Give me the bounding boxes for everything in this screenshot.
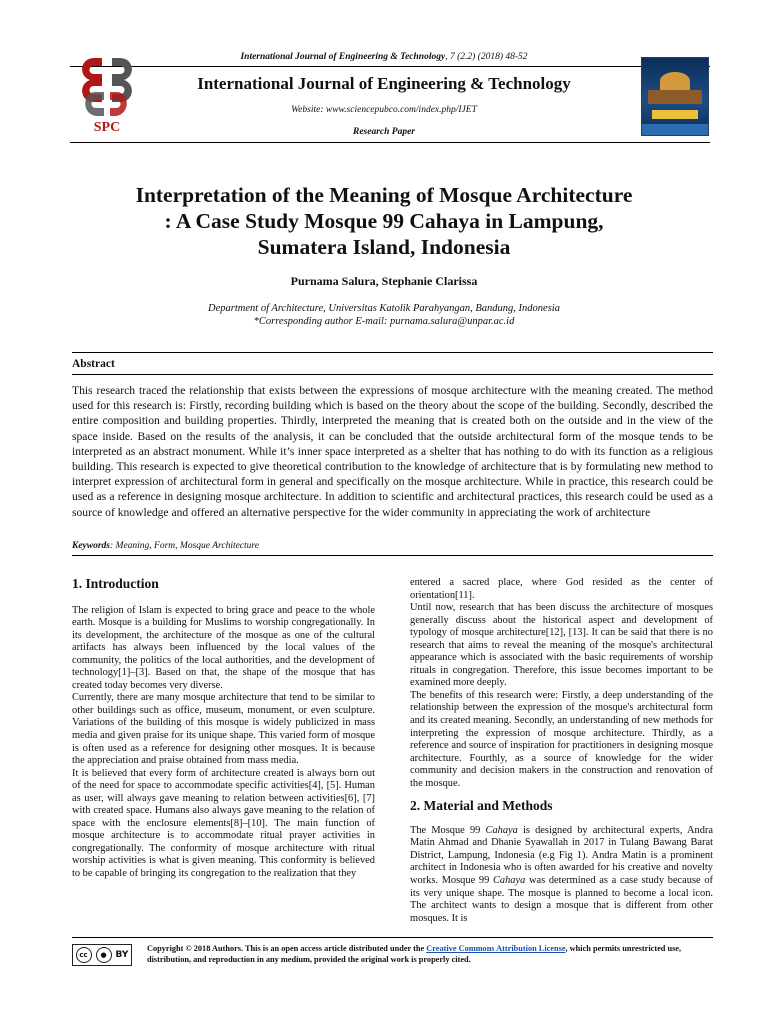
left-column [72, 578, 375, 881]
title-line-3: Sumatera Island, Indonesia [257, 235, 511, 259]
citation-detail: , 7 (2.2) (2018) 48-52 [445, 52, 528, 62]
title-line-2: : A Case Study Mosque 99 Cahaya in Lampung, [164, 209, 604, 233]
intro-paragraph-3: It is believed that every form of architecture created is always born out of the need for space to accommodate specific activities[4], [5]. Human as user, will always gave meaning to relation between activities[6], [7] with created space. Humans also always gave meaning to the relation of space with the enclosure elements[8]–[10]. The main function of mosque architecture is to accommodate ritual prayer activities in congregationally. The conformity of mosque architecture with ritual worship activities is what is given meaning. This conformity is believed to be capable of bringing its congregation to the realization that they [72, 767, 375, 880]
right-column [410, 577, 713, 925]
article-title [60, 182, 708, 260]
footer-divider [72, 937, 713, 938]
abstract-divider-bottom [72, 555, 713, 556]
abstract-text: This research traced the relationship that exists between the expressions of mosque architecture with the meaning created. The method used for this research is: Firstly, recording building which is based on the theory about the scope of the building. Secondly, described the entire composition and building properties. Thirdly, interpreted the meaning that is created both on the outside and in the view of the space inside. Based on the results of the analysis, it can be concluded that the outside architectural form of the mosque tends to be interpreted as an abstract monument. While it’s inner space interpreted as a shelter that has nothing to do with its function as a religious building. This research is expected to give theoretical contribution to the knowledge of architecture that is by formulating new method to interpret expression of architectural form in general and specifically on the mosque architecture. While in practice, this research could be used as a reference in designing mosque architecture. In addition to scientific and architectural practices, this research could be used as a source of knowledge and offered an alternative perspective for the wider community in appreciating the work of architecture [72, 384, 713, 519]
section-2-heading: 2. Material and Methods [410, 798, 553, 814]
affiliation-block [0, 302, 768, 328]
journal-website: Website: www.sciencepubco.com/index.php/IJET [291, 105, 477, 115]
methods-paragraph-1: The Mosque 99 Cahaya is designed by architectural experts, Andra Matin Ahmad and Dhanie Syawallah in 2017 in Tulang Bawang Barat District, Lampung, Indonesia (e.g Fig 1). Andra Matin is a prominent architect in Indonesia who is often awarded for his creative and novelty works. Mosque 99 Cahaya was determined as a case study because of its very unique shape. The mosque is planned to become a local icon. The architect wants to design a mosque that is different from other mosques. It is [410, 824, 713, 924]
intro-paragraph-2: Currently, there are many mosque architecture that tend to be similar to other buildings such as office, museum, monument, or even sculpture. Variations of the building of this mosque is widely publicized in mass media and given praise for its unique shape. This varied form of mosque is often used as a reference for designing other mosques. It is because the appreciation and praise obtained from mass media. [72, 692, 375, 767]
header-divider-top [70, 66, 710, 67]
intro-paragraph-6: The benefits of this research were: Firstly, a deep understanding of the relationship between the expression of the mosque's architectural form and its created meaning. Secondly, an understanding of new methods for interpreting the expression of mosque architecture. Thirdly, as a reference and source of inspiration for practitioners in designing mosque architecture. Fourthly, as a source of knowledge for the wider community and decision makers in the construction and renovation of the mosque. [410, 689, 713, 789]
keywords [72, 541, 259, 551]
journal-cover-image [641, 57, 709, 136]
cc-by-license-icon[interactable] [72, 944, 132, 966]
journal-name: International Journal of Engineering & Technology [197, 74, 571, 93]
attribution-person-icon: ● [96, 947, 112, 963]
section-1-heading: 1. Introduction [72, 576, 159, 591]
license-link[interactable]: Creative Commons Attribution License [426, 944, 566, 953]
keywords-label: Keywords [72, 541, 110, 551]
paper-type: Research Paper [352, 127, 415, 137]
copyright-notice: Copyright © 2018 Authors. This is an open access article distributed under the Creative Commons Attribution License, which permits unrestricted use, distribution, and reproduction in any medium, provided the original work is properly cited. [147, 944, 682, 964]
affiliation: Department of Architecture, Universitas Katolik Parahyangan, Bandung, Indonesia [208, 303, 560, 314]
abstract-divider-mid [72, 374, 713, 375]
intro-paragraph-1: The religion of Islam is expected to bring grace and peace to the whole earth. Mosque is a building for Muslims to worship congregationally. In its development, the architecture of the mosque as one of the cultural artifacts has always been influenced by the local values of the community, the politics of the local authorities, and the development of technology[1]–[3]. Based on that, the shape of the mosque that has created today becomes very diverse. [72, 604, 375, 691]
citation-journal: International Journal of Engineering & Technology [240, 52, 446, 62]
keywords-text: : Meaning, Form, Mosque Architecture [110, 541, 259, 551]
authors: Purnama Salura, Stephanie Clarissa [290, 274, 478, 288]
abstract-divider-top [72, 352, 713, 353]
corresponding-author: *Corresponding author E-mail: purnama.salura@unpar.ac.id [253, 316, 515, 327]
header-divider-bottom [70, 142, 710, 143]
abstract-heading: Abstract [72, 358, 115, 370]
intro-paragraph-4: entered a sacred place, where God resided as the center of orientation[11]. [410, 577, 713, 601]
intro-paragraph-5: Until now, research that has been discuss the architecture of mosques generally discuss about the historical aspect and development of typology of mosque architecture[12], [13]. It can be said that there is no research that aims to reveal the meaning of the mosque's architectural appearance which is associated with the basic requirements of worship rituals in congregation. Therefore, this issue becomes important to be examined more deeply. [410, 602, 713, 689]
cc-icon: cc [76, 947, 92, 963]
logo-text: SPC [93, 120, 121, 135]
title-line-1: Interpretation of the Meaning of Mosque Architecture [135, 183, 633, 207]
cc-label: BY [115, 950, 129, 960]
